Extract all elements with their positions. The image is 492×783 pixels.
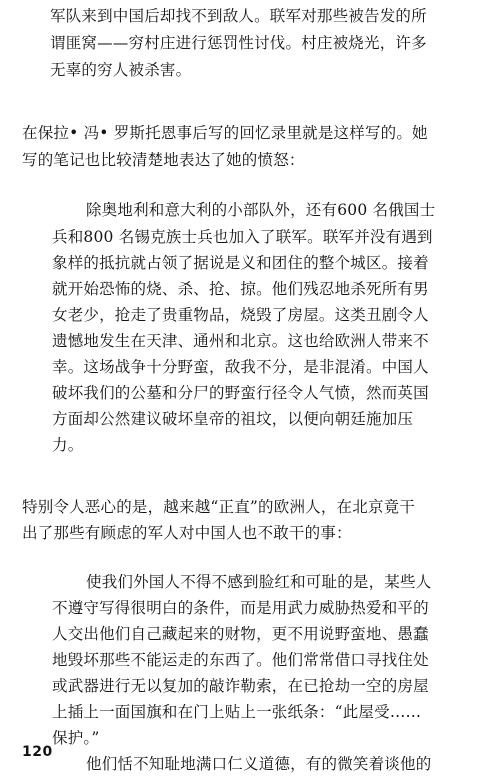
text-line: 除奥地利和意大利的小部队外，还有600 名俄国士 [86,201,436,219]
text-line: 方面却公然建议破坏皇帝的祖坟，以便向朝廷施加压 [52,410,414,428]
text-line: 上插上一面国旗和在门上贴上一张纸条：“此屋受…… [52,703,422,721]
text-line: 保护。” [52,729,100,747]
text-line: 象样的抵抗就占领了据说是义和团住的整个城区。接着 [52,254,429,272]
text-line: 力。 [52,436,84,454]
text-line: 使我们外国人不得不感到脸红和可耻的是，某些人 [86,573,432,591]
text-line: 幸。这场战争十分野蛮，敌我不分，是非混淆。中国人 [52,358,429,376]
text-line: 特别令人恶心的是，越来越“正直”的欧洲人，在北京竟干 [22,498,416,516]
text-line: 在保拉• 冯• 罗斯托恩事后写的回忆录里就是这样写的。她 [22,124,428,142]
text-line: 无辜的穷人被杀害。 [50,61,192,79]
text-line: 他们恬不知耻地满口仁义道德，有的微笑着谈他的 [86,755,432,773]
page-number: 120 [22,744,53,760]
text-line: 或武器进行无以复加的敲诈勒索，在已抢劫一空的房屋 [52,677,429,695]
text-line: 兵和800 名锡克族士兵也加入了联军。联军并没有遇到 [52,228,433,246]
text-line: 人交出他们自己藏起来的财物，更不用说野蛮地、愚蠢 [52,625,429,643]
text-line: 不遵守写得很明白的条件，而是用武力威胁热爱和平的 [52,599,429,617]
text-line: 出了那些有顾虑的军人对中国人也不敢干的事： [22,524,352,542]
text-line: 谓匪窝——穷村庄进行惩罚性讨伐。村庄被烧光，许多 [50,34,427,52]
text-line: 写的笔记也比较清楚地表达了她的愤怒： [22,151,305,169]
text-line: 就开始恐怖的烧、杀、抢、掠。他们残忍地杀死所有男 [52,280,429,298]
text-line: 女老少，抢走了贵重物品，烧毁了房屋。这类丑剧令人 [52,306,429,324]
text-line: 军队来到中国后却找不到敌人。联军对那些被告发的所 [50,7,427,25]
text-line: 遗憾地发生在天津、通州和北京。这也给欧洲人带来不 [52,332,429,350]
text-line: 破坏我们的公墓和分尸的野蛮行径令人气愤，然而英国 [52,384,429,402]
text-line: 地毁坏那些不能运走的东西了。他们常常借口寻找住处 [52,651,429,669]
